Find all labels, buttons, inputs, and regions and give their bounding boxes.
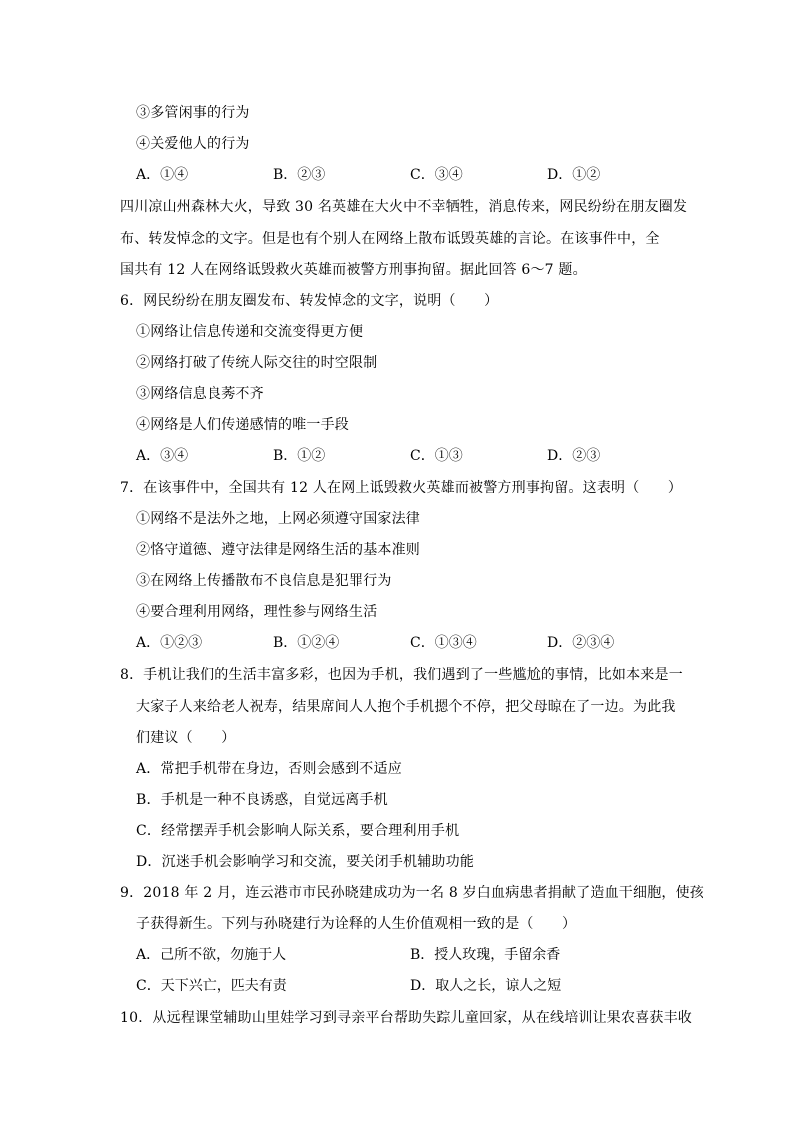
q8-choice-a: A．常把手机带在身边，否则会感到不适应 [136, 761, 402, 777]
q8-stem-line: 大家子人来给老人祝寿，结果席间人人抱个手机摁个不停，把父母晾在了一边。为此我 [136, 699, 676, 715]
q6-stem: 6．网民纷纷在朋友圈发布、转发悼念的文字，说明（ ） [120, 293, 499, 309]
q5-item-3: ③多管闲事的行为 [136, 105, 250, 121]
q6-choice-a: A．③④ [136, 448, 189, 464]
q7-choice-b: B．①②④ [273, 635, 340, 651]
passage-line: 国共有 12 人在网络诋毁救火英雄而被警方刑事拘留。据此回答 6～7 题。 [120, 262, 587, 278]
q7-choice-d: D．②③④ [547, 635, 615, 651]
q6-choice-c: C．①③ [410, 448, 463, 464]
passage-line: 四川凉山州森林大火，导致 30 名英雄在大火中不幸牺牲，消息传来，网民纷纷在朋友圈发 [120, 199, 688, 215]
q8-choice-d: D．沉迷手机会影响学习和交流，要关闭手机辅助功能 [136, 854, 475, 870]
q7-choice-a: A．①②③ [136, 635, 203, 651]
q5-item-4: ④关爱他人的行为 [136, 136, 250, 152]
q6-item-3: ③网络信息良莠不齐 [136, 386, 264, 402]
q8-stem-line: 们建议（ ） [136, 730, 236, 746]
q9-choice-a: A．己所不欲，勿施于人 [136, 947, 287, 963]
q6-item-1: ①网络让信息传递和交流变得更方便 [136, 324, 364, 340]
q9-choice-c: C．天下兴亡，匹夫有责 [136, 978, 287, 994]
passage-line: 布、转发悼念的文字。但是也有个别人在网络上散布诋毁英雄的言论。在该事件中，全 [120, 231, 660, 247]
q5-choice-d: D．①② [547, 167, 601, 183]
q8-choice-b: B．手机是一种不良诱惑，自觉远离手机 [136, 792, 388, 808]
q5-choice-b: B．②③ [273, 167, 326, 183]
q9-choice-b: B．授人玫瑰，手留余香 [410, 947, 561, 963]
q9-choice-d: D．取人之长，谅人之短 [410, 978, 562, 994]
q6-choice-b: B．①② [273, 448, 326, 464]
q6-item-2: ②网络打破了传统人际交往的时空限制 [136, 355, 378, 371]
q9-stem-line: 9．2018 年 2 月，连云港市市民孙晓建成功为一名 8 岁白血病患者捐献了造血干细胞，使孩 [120, 885, 704, 901]
q6-choice-d: D．②③ [547, 448, 601, 464]
q8-stem-line: 8．手机让我们的生活丰富多彩，也因为手机，我们遇到了一些尴尬的事情，比如本来是一 [120, 667, 683, 683]
q7-item-2: ②恪守道德、遵守法律是网络生活的基本准则 [136, 542, 420, 558]
q10-stem-line: 10．从远程课堂辅助山里娃学习到寻亲平台帮助失踪儿童回家，从在线培训让果农喜获丰收 [120, 1010, 693, 1026]
q7-stem: 7．在该事件中，全国共有 12 人在网上诋毁救火英雄而被警方刑事拘留。这表明（ ） [120, 480, 683, 496]
q6-item-4: ④网络是人们传递感情的唯一手段 [136, 417, 349, 433]
q5-choice-a: A．①④ [136, 167, 189, 183]
q7-item-4: ④要合理利用网络，理性参与网络生活 [136, 604, 378, 620]
q7-choice-c: C．①③④ [410, 635, 477, 651]
q5-choice-c: C．③④ [410, 167, 463, 183]
q7-item-3: ③在网络上传播散布不良信息是犯罪行为 [136, 573, 392, 589]
q7-item-1: ①网络不是法外之地，上网必须遵守国家法律 [136, 511, 420, 527]
q9-stem-line: 子获得新生。下列与孙晓建行为诠释的人生价值观相一致的是（ ） [136, 916, 577, 932]
q8-choice-c: C．经常摆弄手机会影响人际关系，要合理利用手机 [136, 823, 460, 839]
